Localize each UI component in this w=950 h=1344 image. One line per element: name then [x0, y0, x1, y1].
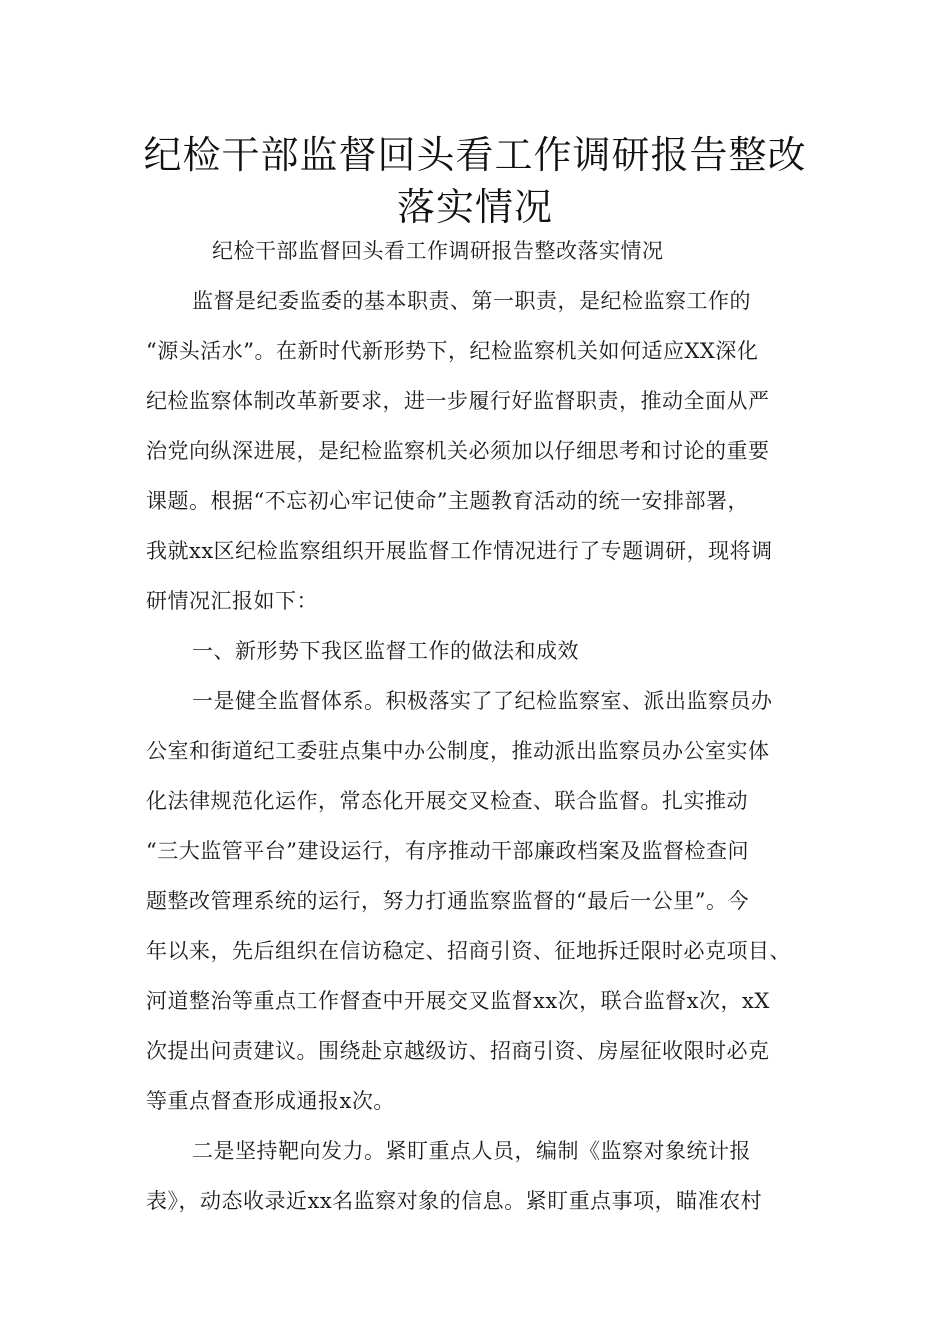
paragraph-1-line-7: 研情况汇报如下： — [146, 589, 318, 613]
paragraph-2-line-5: 题整改管理系统的运行，努力打通监察监督的“最后一公里”。今 — [146, 889, 749, 913]
paragraph-2-line-2: 公室和街道纪工委驻点集中办公制度，推动派出监察员办公室实体 — [146, 739, 770, 763]
paragraph-2-line-3: 化法律规范化运作，常态化开展交叉检查、联合监督。扎实推动 — [146, 789, 748, 813]
paragraph-1-line-6: 我就xx区纪检监察组织开展监督工作情况进行了专题调研，现将调 — [146, 539, 773, 563]
paragraph-1-line-3: 纪检监察体制改革新要求，进一步履行好监督职责，推动全面从严 — [146, 389, 770, 413]
document-title-line-2: 落实情况 — [396, 185, 553, 229]
paragraph-2-line-1: 一是健全监督体系。积极落实了了纪检监察室、派出监察员办 — [192, 689, 773, 713]
paragraph-3-line-1: 二是坚持靶向发力。紧盯重点人员，编制《监察对象统计报 — [192, 1139, 751, 1163]
paragraph-1-line-2: “源头活水”。在新时代新形势下，纪检监察机关如何适应XX深化 — [146, 339, 759, 363]
paragraph-2-line-7: 河道整治等重点工作督查中开展交叉监督xx次，联合监督x次，xX — [146, 989, 770, 1013]
paragraph-3-line-2: 表》，动态收录近xx名监察对象的信息。紧盯重点事项，瞄准农村 — [146, 1189, 763, 1213]
paragraph-2-line-9: 等重点督查形成通报x次。 — [146, 1089, 395, 1113]
paragraph-1-line-4: 治党向纵深进展，是纪检监察机关必须加以仔细思考和讨论的重要 — [146, 439, 770, 463]
document-title-line-1: 纪检干部监督回头看工作调研报告整改 — [143, 133, 807, 177]
document-subtitle: 纪检干部监督回头看工作调研报告整改落实情况 — [212, 239, 664, 263]
paragraph-1-line-1: 监督是纪委监委的基本职责、第一职责，是纪检监察工作的 — [192, 289, 751, 313]
section-heading-1: 一、新形势下我区监督工作的做法和成效 — [192, 639, 579, 663]
paragraph-1-line-5: 课题。根据“不忘初心牢记使命”主题教育活动的统一安排部署， — [146, 489, 749, 513]
paragraph-2-line-6: 年以来，先后组织在信访稳定、招商引资、征地拆迁限时必克项目、 — [146, 939, 791, 963]
paragraph-2-line-8: 次提出问责建议。围绕赴京越级访、招商引资、房屋征收限时必克 — [146, 1039, 770, 1063]
paragraph-2-line-4: “三大监管平台”建设运行，有序推动干部廉政档案及监督检查问 — [146, 839, 749, 863]
